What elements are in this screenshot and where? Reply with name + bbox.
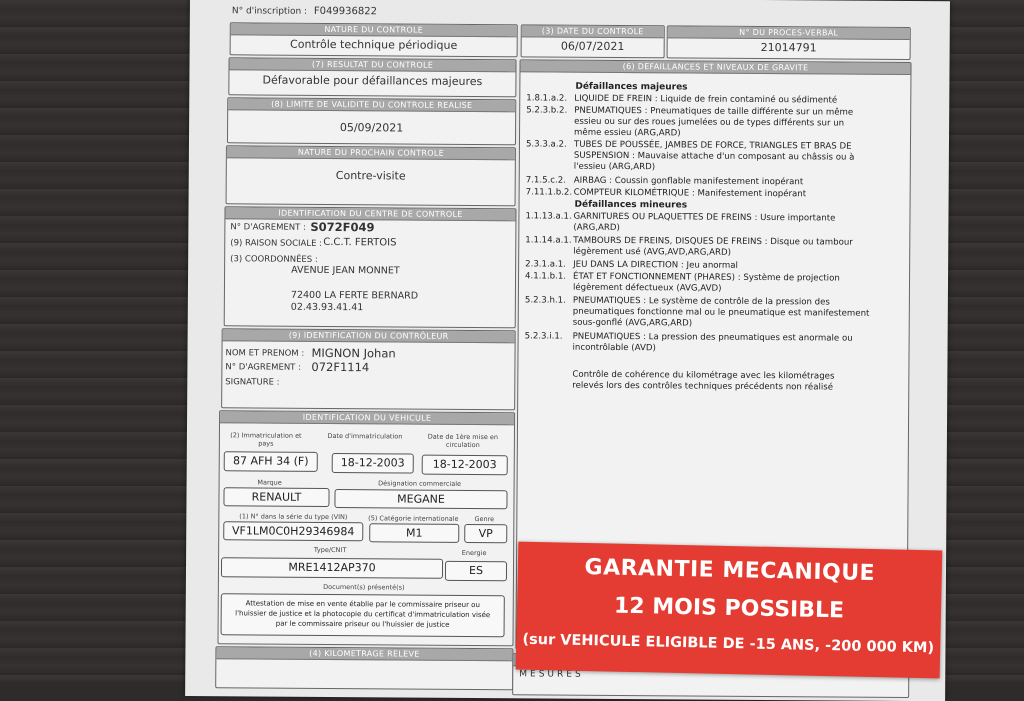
sticker-line-2: 12 MOIS POSSIBLE (613, 593, 845, 624)
raison-sociale-value: C.C.T. FERTOIS (323, 236, 397, 249)
prochain-controle-value: Contre-visite (335, 169, 406, 183)
defaillance-majeure-item: 1.8.1.a.2. LIQUIDE DE FREIN : Liquide de frein contaminé ou sédimenté (526, 93, 838, 106)
resultat-value: Défavorable pour défaillances majeures (262, 73, 483, 89)
defaillance-majeure-item: 7.11.1.b.2.COMPTEUR KILOMÉTRIQUE : Manifestement inopérant (525, 187, 807, 200)
kilometrage-coherence-note: Contrôle de cohérence du kilométrage avec les kilométrages relevés lors des contrôles techniques précédents non réalisé (572, 369, 835, 393)
resultat-box (228, 57, 516, 97)
categorie-label: (5) Catégorie internationale (368, 514, 459, 523)
vin-value: VF1LM0C0H29346984 (223, 521, 363, 541)
designation-value: MEGANE (334, 489, 507, 509)
signature-label: SIGNATURE : (225, 377, 280, 388)
defaillance-mineure-item: 5.2.3.i.1. PNEUMATIQUES : La pression des pneumatiques est anormale ou incontrôlable (AVD) (524, 331, 853, 354)
address-line-1: AVENUE JEAN MONNET (291, 264, 400, 277)
coordonnees-label: (3) COORDONNÉES : (230, 254, 318, 265)
address-line-2: 72400 LA FERTE BERNARD (290, 289, 419, 302)
date-circulation-value: 18-12-2003 (422, 455, 508, 476)
vehicule-box (217, 410, 515, 646)
centre-agrement-label: N° D'AGREMENT : (230, 222, 306, 233)
kilometrage-header: (4) KILOMETRAGE RELEVE (216, 647, 512, 661)
controleur-agrement-value: 072F1114 (311, 359, 370, 375)
date-circulation-label: Date de 1ère mise en circulation (427, 432, 499, 450)
nature-controle-value: Contrôle technique périodique (290, 37, 458, 52)
categorie-value: M1 (369, 523, 459, 543)
mesures-label: MESURES (519, 669, 584, 680)
designation-label: Désignation commerciale (378, 479, 462, 488)
documents-value: Attestation de mise en vente établie par le commissaire priseur ou l'huissier de justice et la photocopie du certificat d'immatriculation visée par le commissaire priseur ou l'huissier de justice (221, 593, 505, 637)
date-controle-box (521, 24, 665, 58)
date-controle-value: 06/07/2021 (560, 39, 625, 54)
documents-label: Document(s) présenté(s) (323, 582, 405, 592)
limite-validite-header: (8) LIMITE DE VALIDITE DU CONTROLE REALISE (228, 98, 515, 112)
centre-agrement-value: S072F049 (310, 219, 375, 235)
vehicule-header: IDENTIFICATION DU VEHICULE (220, 411, 514, 425)
proces-verbal-value: 21014791 (760, 40, 817, 55)
immatriculation-label: (2) Immatriculation et pays (230, 431, 302, 448)
phone-number: 02.43.93.41.41 (290, 301, 364, 314)
centre-controle-box (224, 206, 517, 328)
date-immatriculation-value: 18-12-2003 (332, 453, 414, 474)
kilometrage-box (215, 646, 513, 690)
controleur-agrement-label: N° D'AGREMENT : (225, 362, 301, 373)
controleur-nom-value: MIGNON Johan (311, 345, 396, 361)
prochain-controle-box (226, 145, 516, 206)
marque-value: RENAULT (223, 487, 329, 507)
limite-validite-value: 05/09/2021 (339, 121, 404, 135)
prochain-controle-header: NATURE DU PROCHAIN CONTROLE (227, 146, 515, 160)
date-controle-header: (3) DATE DU CONTROLE (522, 25, 664, 38)
controleur-nom-label: NOM ET PRENOM : (225, 348, 305, 359)
raison-sociale-label: (9) RAISON SOCIALE : (230, 238, 323, 249)
energie-label: Energie (461, 548, 487, 558)
proces-verbal-header: N° DU PROCES-VERBAL (668, 26, 910, 40)
defaillance-mineure-item: 1.1.13.a.1. GARNITURES OU PLAQUETTES DE FREINS : Usure importante (ARG,ARD) (525, 211, 836, 234)
vin-label: (1) N° dans la série du type (VIN) (239, 512, 348, 522)
defaillances-header: (6) DEFAILLANCES ET NIVEAUX DE GRAVITE (520, 60, 910, 75)
type-cnit-label: Type/CNIT (313, 545, 347, 555)
controleur-header: (9) IDENTIFICATION DU CONTRÔLEUR (223, 329, 515, 343)
nature-controle-box (230, 22, 518, 57)
immatriculation-value: 87 AFH 34 (F) (224, 451, 318, 472)
sticker-line-1: GARANTIE MECANIQUE (584, 554, 876, 587)
energie-value: ES (445, 561, 507, 581)
proces-verbal-box (667, 25, 911, 60)
mineures-title: Défaillances mineures (574, 199, 688, 211)
defaillance-mineure-item: 1.1.14.a.1. TAMBOURS DE FREINS, DISQUES DE FREINS : Disque ou tambour légèrement usé (AVG,AVD,ARG,ARD) (525, 235, 853, 258)
type-cnit-value: MRE1412AP370 (221, 557, 443, 579)
limite-validite-box (227, 97, 516, 145)
defaillance-majeure-item: 7.1.5.c.2. AIRBAG : Coussin gonflable manifestement inopérant (525, 175, 804, 188)
controleur-box (221, 328, 516, 410)
sticker-line-3: (sur VEHICULE ELIGIBLE DE -15 ANS, -200 000 KM) (522, 631, 935, 657)
date-immatriculation-label: Date d'immatriculation (327, 431, 403, 441)
nature-controle-header: NATURE DU CONTROLE (231, 23, 517, 37)
marque-label: Marque (257, 478, 282, 487)
majeures-title: Défaillances majeures (575, 81, 688, 93)
dossier-value: F049936822 (313, 5, 377, 18)
genre-label: Genre (474, 514, 495, 524)
genre-value: VP (464, 524, 507, 543)
defaillance-mineure-item: 5.2.3.h.1. PNEUMATIQUES : Le système de contrôle de la pression des pneumatiques fonctionne mal ou le pneumatique est manifestement sous-gonflé (AVG,ARG,ARD) (524, 295, 870, 329)
resultat-header: (7) RESULTAT DU CONTROLE (229, 58, 515, 72)
defaillance-majeure-item: 5.3.3.a.2. TUBES DE POUSSÉE, JAMBES DE FORCE, TRIANGLES ET BRAS DE SUSPENSION : Mauvaise attache d'un composant au châssis ou à l'essieu (ARG,ARD) (525, 139, 855, 173)
garantie-sticker (516, 542, 943, 679)
dossier-line (232, 5, 377, 17)
defaillance-mineure-item: 2.3.1.a.1. JEU DANS LA DIRECTION : Jeu anormal (525, 259, 738, 271)
dossier-label: N° d'inscription : (231, 6, 308, 17)
defaillance-mineure-item: 4.1.1.b.1. ÉTAT ET FONCTIONNEMENT (PHARES) : Système de projection légèrement défectueux (AVG,AVD) (525, 271, 840, 294)
defaillance-majeure-item: 5.2.3.b.2. PNEUMATIQUES : Pneumatiques de taille différente sur un même essieu ou sur des roues jumelées ou de types différents sur un même essieu (ARG,ARD) (526, 105, 854, 139)
centre-controle-header: IDENTIFICATION DU CENTRE DE CONTROLE (225, 207, 515, 221)
